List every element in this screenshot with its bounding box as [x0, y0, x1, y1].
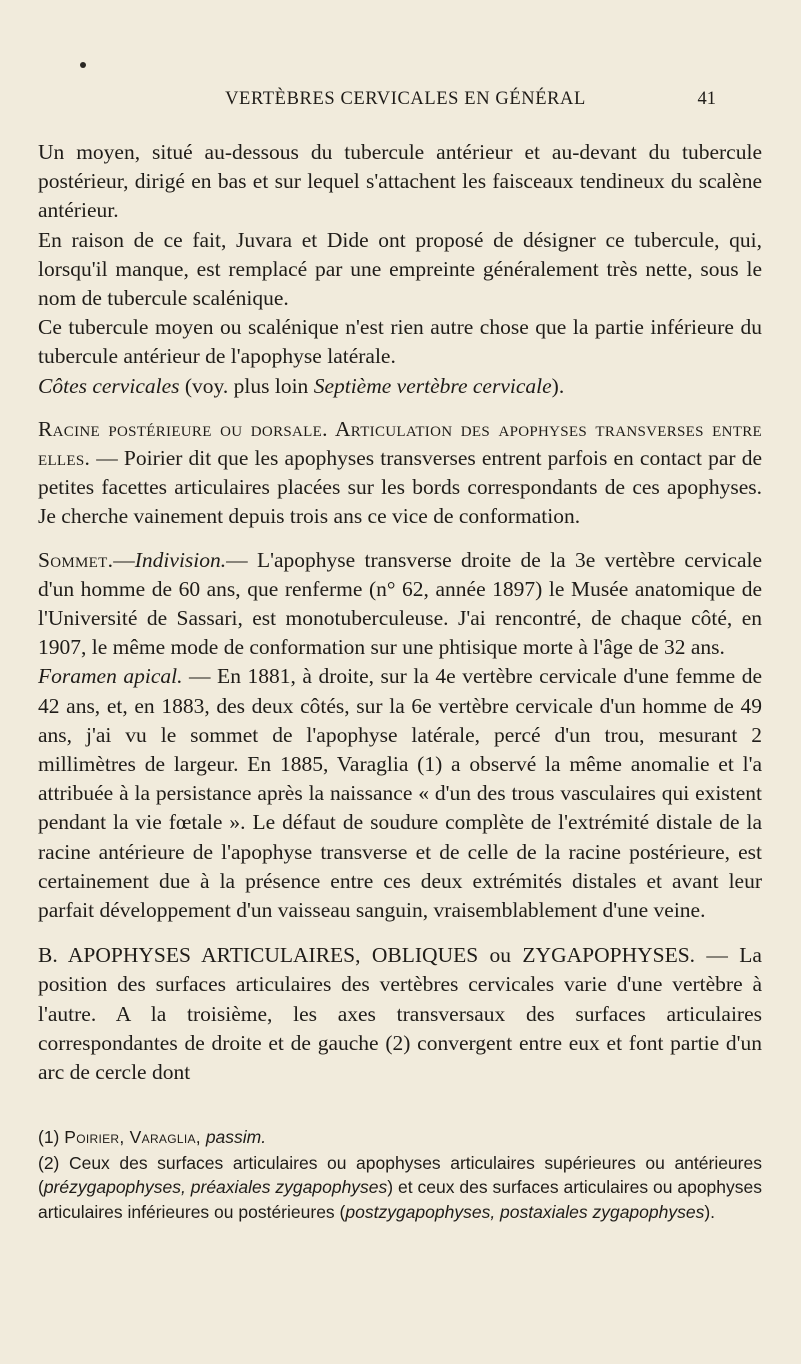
septieme-vertebre-ref: Septième vertèbre cervicale: [313, 373, 552, 398]
foramen-apical-term: Foramen apical.: [38, 664, 183, 689]
footnote-1: [38, 1125, 762, 1150]
footnote-2-prezygapophyses: prézygapophyses, préaxiales zygapophyses: [43, 1177, 388, 1197]
paragraph-tubercule-moyen: Un moyen, situé au-dessous du tubercule antérieur et au-devant du tubercule postérieur, dirigé en bas et sur lequel s'attachent les faisceaux tendineux du scalène antérieur.: [38, 140, 762, 223]
paragraph-foramen-apical: [38, 662, 762, 925]
footnote-1-passim: passim.: [200, 1127, 267, 1147]
racine-posterieure-text: — Poirier dit que les apophyses transverses entrent parfois en contact par de petites facettes articulaires placées sur les bords correspondants de ces apophyses. Je cherche vainement depuis trois ans ce vice de conformation.: [38, 446, 762, 529]
cotes-cervicales-end: ).: [551, 373, 565, 398]
paragraph-apophyses-articulaires: [38, 941, 762, 1087]
indivision-term: Indivision.: [134, 547, 227, 572]
page-number: 41: [697, 89, 716, 109]
apophyses-articulaires-text: — La position des surfaces articulaires des vertèbres cervicales varie d'une vertèbre à l'autre. A la troisième, les axes transversaux des surfaces articulaires correspondantes de droite et de gauche (2) convergent entre eux et font partie d'un arc de cercle dont: [38, 943, 762, 1085]
sommet-text: — L'apophyse transverse droite de la 3e vertèbre cervicale d'un homme de 60 ans, que renferme (n° 62, année 1897) le Musée anatomique de l'Université de Sassari, est monotuberculeuse. J'ai rencontré, de chaque côté, en 1907, le même mode de conformation sur une phtisique morte à l'âge de 32 ans.: [38, 547, 762, 660]
racine-posterieure-heading: Racine postérieure ou dorsale. Articulation des apophyses transverses entre elles.: [38, 416, 762, 471]
main-text: [38, 138, 762, 1087]
running-head-title: VERTÈBRES CERVICALES EN GÉNÉRAL: [225, 89, 586, 109]
cotes-cervicales-ref: (voy. plus loin: [179, 373, 314, 398]
footnote-2: [38, 1151, 762, 1225]
footnote-1-authors: Poirier, Varaglia,: [64, 1127, 201, 1147]
paragraph-sommet: [38, 546, 762, 663]
paragraph-juvara-dide: En raison de ce fait, Juvara et Dide ont proposé de désigner ce tubercule, qui, lorsqu'il manque, est remplacé par une empreinte généralement très nette, sous le nom de tubercule scalénique.: [38, 227, 762, 311]
foramen-apical-text: — En 1881, à droite, sur la 4e vertèbre cervicale d'une femme de 42 ans, et, en 1883, des deux côtés, sur la 6e vertèbre cervicale d'un homme de 49 ans, j'ai vu le sommet de l'apophyse latérale, percé d'un trou, mesurant 2 millimètres de largeur. En 1885, Varaglia (1) a observé la même anomalie et l'a attribuée à la persistance après la naissance « d'un des trous vasculaires qui existent pendant la vie fœtale ». Le défaut de soudure complète de l'extrémité distale de la racine antérieure de l'apophyse transverse et de celle de la racine postérieure, est certainement due à la présence entre ces deux extrémités distales et avant leur parfait développement d'un vaisseau sanguin, vraisemblablement d'une veine.: [38, 664, 763, 923]
cotes-cervicales-term: Côtes cervicales: [38, 373, 180, 398]
running-head: [0, 89, 801, 119]
footnote-2-part-b: ) et ceux des surfaces articulaires ou apophyses articulaires inférieures ou postérieures (: [38, 1177, 763, 1222]
sommet-dash: —: [113, 547, 135, 572]
paragraph-cotes-cervicales: [38, 372, 762, 401]
footnote-2-part-c: ).: [704, 1201, 716, 1222]
paragraph-racine-posterieure: [38, 415, 762, 532]
sommet-heading: Sommet.: [38, 547, 114, 572]
footnotes: [38, 1125, 762, 1225]
paragraph-scalenique: Ce tubercule moyen ou scalénique n'est rien autre chose que la partie inférieure du tubercule antérieur de l'apophyse latérale.: [38, 315, 762, 369]
section-b-heading: B. APOPHYSES ARTICULAIRES, OBLIQUES ou ZYGAPOPHYSES.: [38, 943, 696, 968]
footnote-2-part-a: (2) Ceux des surfaces articulaires ou apophyses articulaires supérieures ou antérieures (: [38, 1152, 762, 1197]
ink-spot: [80, 62, 86, 68]
footnote-1-number: (1): [38, 1127, 65, 1147]
footnote-2-postzygapophyses: postzygapophyses, postaxiales zygapophyses: [345, 1201, 705, 1222]
